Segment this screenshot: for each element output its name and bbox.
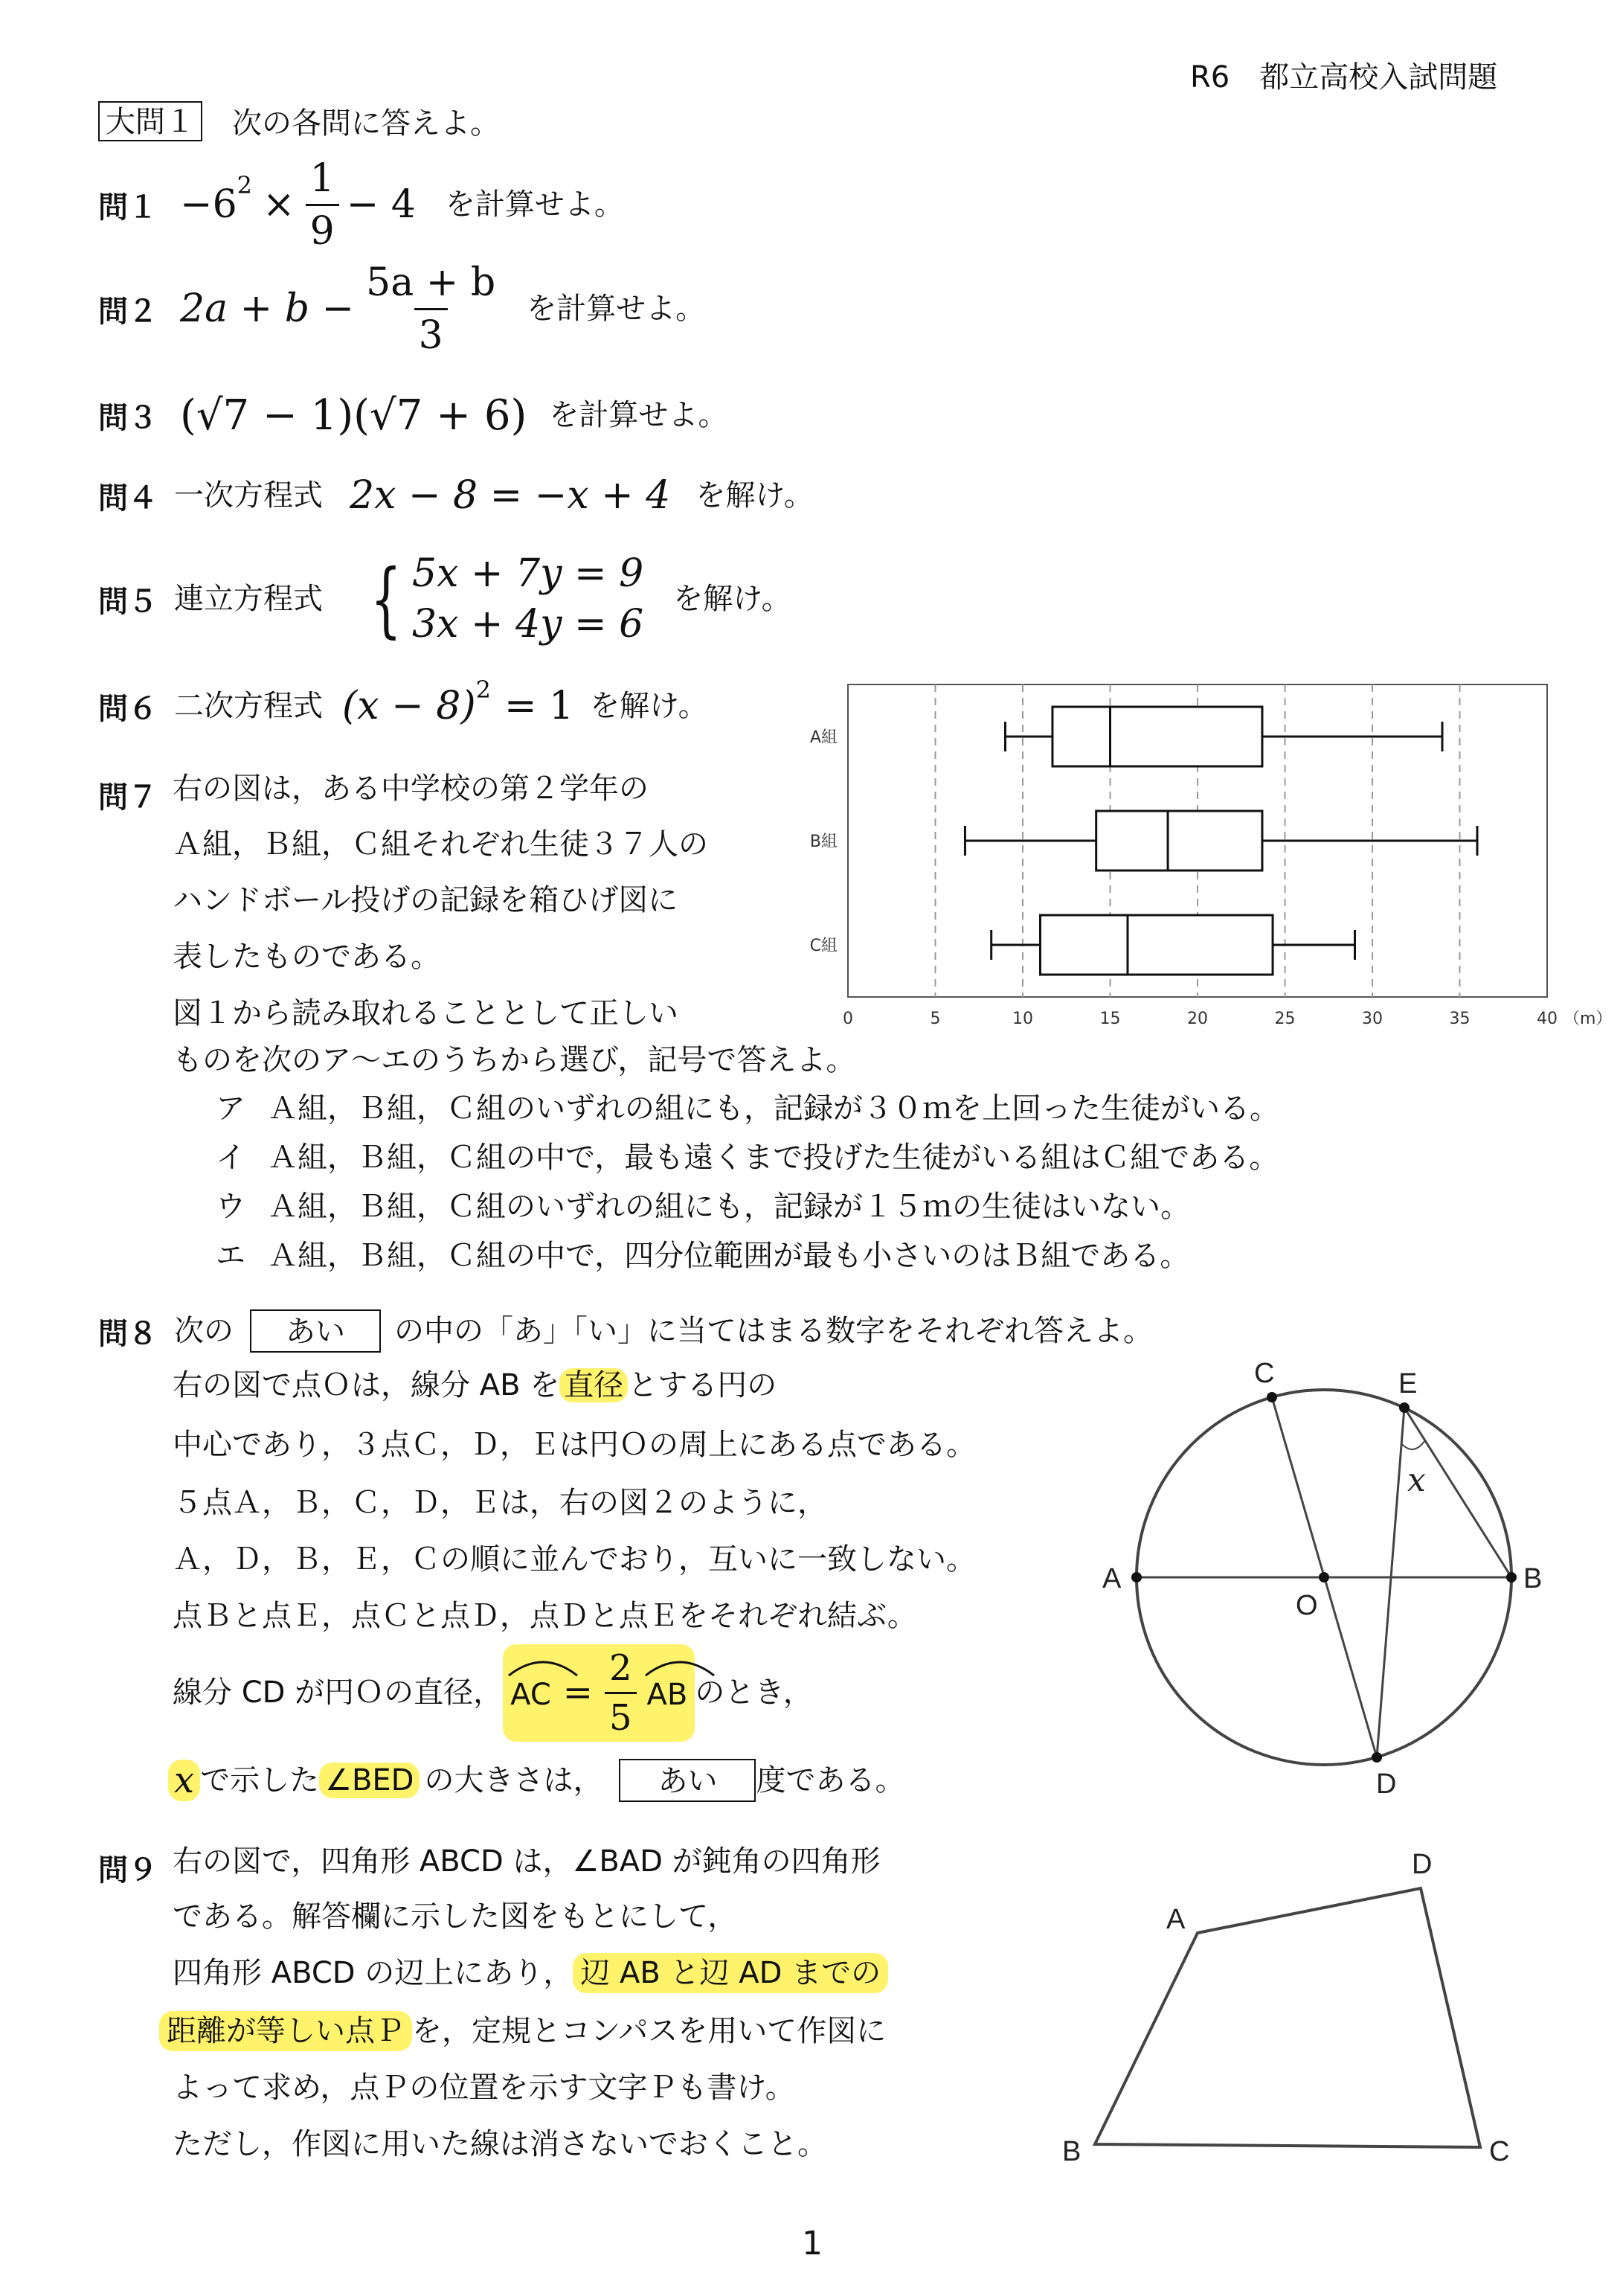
question-number: 問４	[98, 481, 158, 516]
q9-line-2: である。解答欄に示した図をもとにして，	[173, 1899, 738, 1934]
q8-line-4: ５点Ａ，Ｂ，Ｃ，Ｄ，Ｅは，右の図２のように，	[173, 1486, 827, 1520]
question-number: 問７	[98, 780, 158, 815]
q2-instruction: を計算せよ。	[527, 292, 706, 326]
question-4	[98, 467, 814, 524]
q5-eq1: 5x + 7y = 9	[412, 551, 644, 596]
box-iqr	[1096, 811, 1262, 870]
highlight-diameter: 直径	[559, 1368, 628, 1402]
q3-expr: (√7 − 1)(√7 + 6)	[180, 391, 527, 440]
page-number: 1	[802, 2225, 823, 2263]
x-tick-label: 30	[1362, 1010, 1383, 1028]
q8-line2-pre: 右の図で点Ｏは，線分 AB を	[173, 1368, 560, 1402]
question-number: 問５	[98, 584, 158, 619]
equals-sign: =	[562, 1672, 593, 1713]
q7-line-3: ハンドボール投げの記録を箱ひげ図に	[173, 883, 678, 917]
q1-exponent: 2	[237, 171, 253, 199]
q1-frac-num: 1	[309, 155, 335, 201]
label-b: B	[1062, 2136, 1082, 2167]
label-a: A	[1166, 1904, 1186, 1935]
q6-label: 二次方程式	[174, 689, 323, 723]
x-tick-label: 0	[843, 1010, 853, 1028]
question-number: 問１	[98, 190, 158, 225]
point-e	[1399, 1402, 1410, 1413]
arc-ac-label: AC	[510, 1678, 551, 1712]
box-iqr	[1052, 707, 1262, 766]
option-text: Ａ組，Ｂ組，Ｃ組の中で，最も遠くまで投げた生徒がいる組はＣ組である。	[268, 1141, 1279, 1175]
q2-frac-num: 5a + b	[366, 260, 496, 305]
arc-ab-label: AB	[646, 1678, 688, 1712]
arc-ab	[647, 1675, 688, 1710]
q1-fraction	[306, 156, 339, 254]
q7-option-i	[216, 1143, 1279, 1173]
label-d: D	[1376, 1769, 1397, 1800]
q8-frac-den: 5	[605, 1692, 637, 1739]
segment-de	[1377, 1408, 1404, 1757]
q1-frac-den: 9	[306, 204, 339, 254]
q8-line7-pre: 線分 CD が円Ｏの直径，	[173, 1675, 504, 1710]
label-c: C	[1489, 2136, 1510, 2167]
q8-line8-c: 度である。	[756, 1763, 905, 1798]
question-number: 問２	[98, 294, 158, 329]
circle-figure	[1093, 1354, 1555, 1800]
label-b: B	[1523, 1563, 1543, 1594]
section-label: 大問１	[98, 101, 202, 141]
point-c	[1267, 1392, 1277, 1402]
question-2	[98, 254, 705, 363]
question-number: 問６	[98, 691, 158, 726]
quadrilateral-figure	[1056, 1845, 1532, 2172]
label-o: O	[1296, 1590, 1318, 1621]
x-tick-label: 5	[930, 1010, 941, 1028]
q9-line-6: ただし，作図に用いた線は消さないでおくこと。	[173, 2127, 827, 2161]
series-label: B組	[809, 833, 838, 851]
q2-frac-den: 3	[414, 308, 448, 358]
x-tick-label: 25	[1274, 1010, 1296, 1028]
q8-line8-a: で示した	[200, 1763, 320, 1798]
q2-fraction	[361, 260, 500, 358]
q9-line3-pre: 四角形 ABCD の辺上にあり，	[173, 1956, 573, 1990]
q8-line-3: 中心であり，３点Ｃ，Ｄ，Ｅは円Ｏの周上にある点である。	[173, 1428, 976, 1462]
question-8	[98, 1309, 1153, 1353]
label-a: A	[1102, 1563, 1122, 1594]
x-tick-label: 40	[1537, 1010, 1558, 1028]
q5-instruction: を解け。	[673, 582, 791, 616]
x-tick-label: 15	[1099, 1010, 1121, 1028]
x-unit-label: （m）	[1563, 1010, 1613, 1028]
q7-option-u	[216, 1192, 1190, 1222]
question-number: 問９	[98, 1853, 158, 1888]
q6-exponent: 2	[475, 676, 491, 704]
q7-option-a	[216, 1091, 1279, 1126]
q4-label: 一次方程式	[174, 478, 323, 513]
angle-arc	[1401, 1440, 1425, 1449]
option-text: Ａ組，Ｂ組，Ｃ組の中で，四分位範囲が最も小さいのはＢ組である。	[268, 1239, 1190, 1273]
highlight-ab-ad: 辺 AB と辺 AD までの	[573, 1953, 888, 1993]
question-number: 問３	[98, 400, 158, 435]
q6-instruction: を解け。	[590, 689, 708, 723]
q1-times: ×	[263, 182, 295, 227]
arc-mark-icon	[643, 1653, 717, 1678]
q8-frac-num: 2	[608, 1646, 632, 1689]
x-tick-label: 20	[1187, 1010, 1208, 1028]
q7-line-1: 右の図は，ある中学校の第２学年の	[173, 772, 649, 806]
q5-system	[412, 551, 643, 647]
q8-line-5: Ａ，Ｄ，Ｂ，Ｅ，Ｃの順に並んでおり，互いに一致しない。	[173, 1542, 976, 1577]
q6-expr: (x − 8)	[342, 684, 476, 728]
question-3	[98, 378, 727, 452]
q1-expr-pre: −6	[180, 182, 237, 227]
option-mark: ア	[216, 1091, 245, 1126]
q8-fraction	[605, 1647, 637, 1739]
q4-instruction: を解け。	[695, 478, 814, 513]
point-b	[1506, 1572, 1517, 1582]
q8-line2-post: とする円の	[628, 1368, 777, 1402]
question-6	[98, 673, 708, 740]
q4-expr: 2x − 8 = −x + 4	[350, 473, 671, 518]
question-number: 問８	[98, 1316, 158, 1351]
series-label: C組	[809, 937, 838, 955]
q1-instruction: を計算せよ。	[445, 187, 624, 222]
q7-line-4: 表したものである。	[173, 940, 440, 974]
point-o	[1319, 1572, 1329, 1582]
q9-line4-post: を，定規とコンパスを用いて作図に	[412, 2014, 887, 2048]
q7-line-6: ものを次のア～エのうちから選び，記号で答えよ。	[173, 1043, 856, 1077]
boxplot-chart	[774, 677, 1614, 1034]
q8-line-7	[173, 1644, 813, 1741]
q7-line-2: Ａ組，Ｂ組，Ｃ組それぞれ生徒３７人の	[173, 827, 708, 862]
q8-line8-b: の大きさは，	[424, 1763, 603, 1798]
q5-label: 連立方程式	[174, 582, 323, 616]
option-mark: イ	[216, 1141, 245, 1175]
label-angle-x: x	[1407, 1461, 1426, 1499]
q7-line-5: 図１から読み取れることとして正しい	[173, 996, 678, 1030]
label-c: C	[1254, 1358, 1275, 1389]
arc-ac	[510, 1675, 551, 1710]
q6-rhs: = 1	[504, 684, 574, 728]
q5-eq2: 3x + 4y = 6	[412, 602, 644, 647]
label-e: E	[1398, 1368, 1418, 1399]
box-iqr	[1041, 915, 1273, 975]
q8-line1-post: の中の「あ」「い」に当てはまる数字をそれぞれ答えよ。	[394, 1314, 1153, 1348]
point-d	[1372, 1752, 1382, 1763]
q7-option-e	[216, 1241, 1189, 1271]
q9-line-1: 右の図で，四角形 ABCD は，∠BAD が鈍角の四角形	[173, 1844, 881, 1879]
answer-box: あい	[619, 1759, 756, 1802]
q8-line1-pre: 次の	[174, 1314, 234, 1348]
option-text: Ａ組，Ｂ組，Ｃ組のいずれの組にも，記録が３０ｍを上回った生徒がいる。	[268, 1091, 1279, 1126]
highlight-x-var: x	[168, 1760, 200, 1801]
quadrilateral-abcd	[1095, 1888, 1480, 2147]
question-5	[98, 543, 791, 655]
q8-line-8	[168, 1759, 904, 1802]
q9-line-4	[159, 2016, 886, 2046]
q3-instruction: を計算せよ。	[549, 398, 728, 432]
series-label: A組	[809, 728, 838, 747]
x-tick-label: 10	[1012, 1010, 1033, 1028]
option-mark: ウ	[216, 1190, 245, 1224]
arc-mark-icon	[506, 1653, 580, 1678]
point-a	[1131, 1572, 1142, 1582]
q9-line-3	[173, 1958, 888, 1988]
page-header: R6 都立高校入試問題	[1190, 60, 1498, 94]
q9-line-5: よって求め，点Ｐの位置を示す文字Ｐも書け。	[173, 2071, 795, 2105]
highlight-angle-bed: ∠BED	[319, 1763, 420, 1798]
x-tick-label: 35	[1449, 1010, 1471, 1028]
highlight-point-p: 距離が等しい点Ｐ	[159, 2011, 412, 2051]
label-d: D	[1412, 1849, 1433, 1880]
q8-line7-post: のとき，	[695, 1675, 813, 1710]
q8-line-2	[173, 1370, 777, 1400]
option-text: Ａ組，Ｂ組，Ｃ組のいずれの組にも，記録が１５ｍの生徒はいない。	[268, 1190, 1190, 1224]
q5-brace: {	[370, 551, 402, 647]
answer-box: あい	[250, 1309, 381, 1353]
q2-expr-pre: 2a + b −	[180, 286, 355, 331]
section-instruction: 次の各問に答えよ。	[232, 106, 500, 141]
q1-expr-post: − 4	[346, 182, 416, 227]
question-1	[98, 149, 624, 260]
q8-line-6: 点Ｂと点Ｅ，点Ｃと点Ｄ，点Ｄと点Ｅをそれぞれ結ぶ。	[173, 1599, 917, 1633]
option-mark: エ	[216, 1239, 245, 1273]
highlight-arc-equation	[503, 1644, 695, 1742]
